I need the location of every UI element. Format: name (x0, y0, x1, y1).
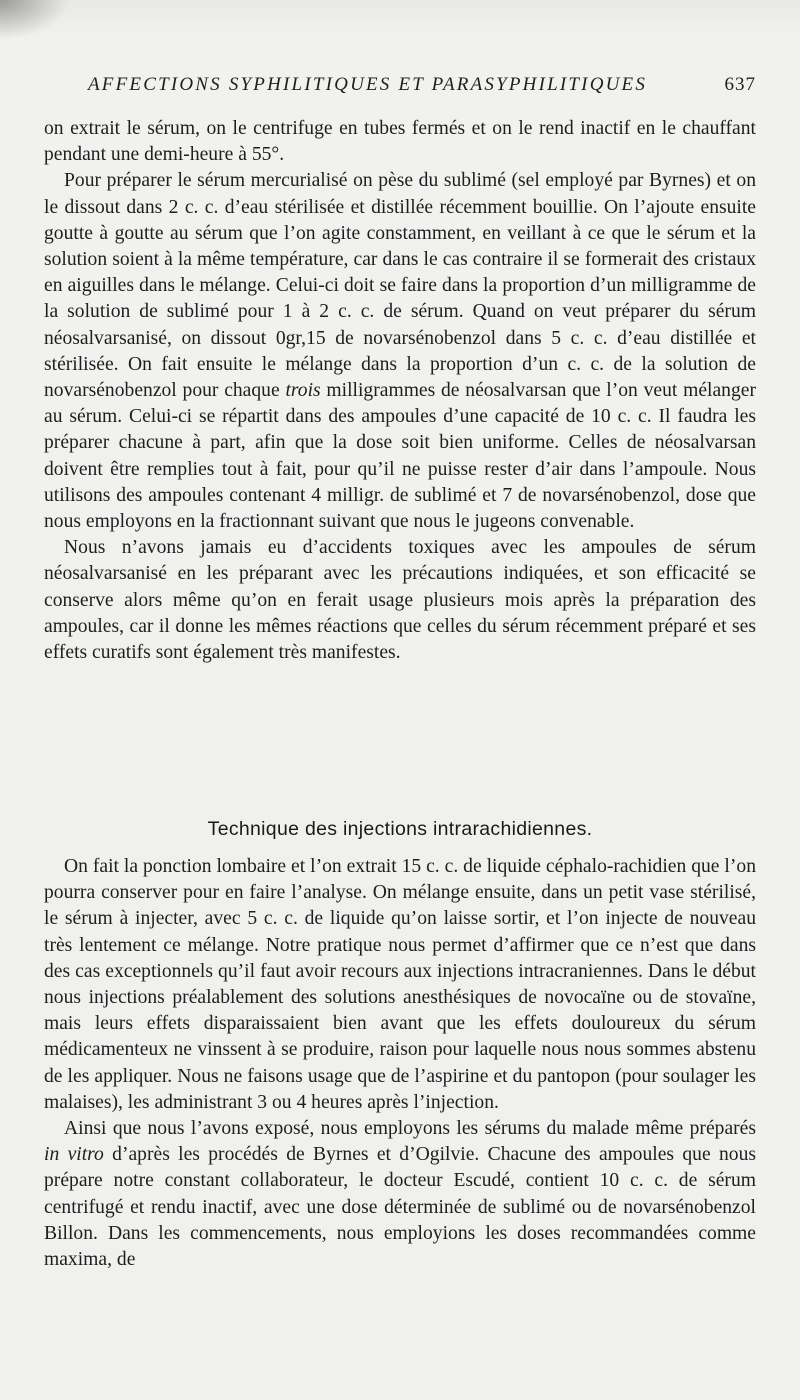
paragraph-text: d’après les procédés de Byrnes et d’Ogilvie. Chacune des ampoules que nous prépare notre constant collaborateur, le docteur Escudé, contient 10 c. c. de sérum centrifugé et rendu inactif, avec une dose déterminée de sublimé ou de novarsénobenzol Billon. Dans les commencements, nous employions les doses recommandées comme maxima, de (44, 1144, 756, 1271)
paragraph: Nous n’avons jamais eu d’accidents toxiques avec les ampoules de sérum néosalvarsanisé en les préparant avec les précautions indiquées, et son efficacité se conserve alors même qu’on en ferait usage plusieurs mois après la préparation des ampoules, car il donne les mêmes réactions que celles du sérum récemment préparé et ses effets curatifs sont également très manifestes. (44, 537, 756, 664)
main-text (44, 116, 756, 666)
paragraph: On fait la ponction lombaire et l’on extrait 15 c. c. de liquide céphalo-rachidien que l’on pourra conserver pour en faire l’analyse. On mélange ensuite, dans un petit vase stérilisé, le sérum à injecter, avec 5 c. c. de liquide qu’on laisse sortir, et l’on injecte de nouveau très lentement ce mélange. Notre pratique nous permet d’affirmer que ce n’est que dans des cas exceptionnels qu’il faut avoir recours aux injections intracraniennes. Dans le début nous injections préalablement des solutions anesthésiques de novocaïne ou de stovaïne, mais leurs effets disparaissaient bien avant que les effets douloureux du sérum médicamenteux ne vinssent à se produire, raison pour laquelle nous nous sommes abstenu de les appliquer. Nous ne faisons usage que de l’aspirine et du pantopon (pour soulager les malaises), les administrant 3 ou 4 heures après l’injection. (44, 856, 756, 1113)
running-title: AFFECTIONS SYPHILITIQUES ET PARASYPHILITIQUES (88, 74, 648, 95)
paragraph-text: Ainsi que nous l’avons exposé, nous employons les sérums du malade même préparés (64, 1118, 756, 1140)
italic-word: trois (285, 380, 321, 402)
page-header (88, 74, 756, 104)
paragraph-text: milligrammes de néosalvarsan que l’on veut mélanger au sérum. Celui-ci se répartit dans des ampoules d’une capacité de 10 c. c. Il faudra les préparer chacune à part, afin que la dose soit bien uniforme. Celles de néosalvarsan doivent être remplies tout à fait, pour qu’il ne puisse rester d’air dans l’ampoule. Nous utilisons des ampoules contenant 4 milligr. de sublimé et 7 de novarsénobenzol, dose que nous employons en la fractionnant suivant que nous le jugeons convenable. (44, 380, 756, 533)
scan-shadow (0, 0, 70, 40)
paragraph-text: Pour préparer le sérum mercurialisé on pèse du sublimé (sel employé par Byrnes) et on le dissout dans 2 c. c. d’eau stérilisée et distillée récemment bouillie. On l’ajoute ensuite goutte à goutte au sérum que l’on agite constamment, en veillant à ce que le sérum et la solution soient à la même température, car dans le cas contraire il se formerait des cristaux en aiguilles dans le mélange. Celui-ci doit se faire dans la proportion d’un milligramme de la solution de sublimé pour 1 à 2 c. c. de sérum. Quand on veut préparer du sérum néosalvarsanisé, on dissout 0gr,15 de novarsénobenzol dans 5 c. c. d’eau distillée et stérilisée. On fait ensuite le mélange dans la proportion d’un c. c. de la solution de novarsénobenzol pour chaque (44, 170, 756, 402)
italic-phrase: in vitro (44, 1144, 104, 1166)
paragraph (44, 168, 756, 535)
paragraph (44, 1116, 756, 1273)
section-text (44, 854, 756, 1273)
section-heading: Technique des injections intrarachidiennes. (207, 818, 593, 840)
paragraph: on extrait le sérum, on le centrifuge en tubes fermés et on le rend inactif en le chauffant pendant une demi-heure à 55°. (44, 118, 756, 166)
page-number: 637 (724, 74, 756, 95)
